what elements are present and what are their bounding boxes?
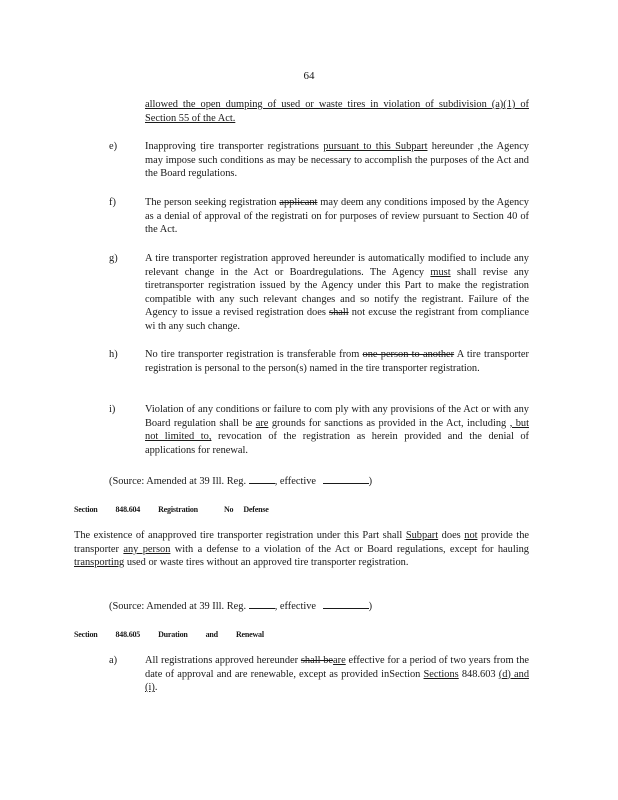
item-text [145, 252, 529, 334]
text-run: The existence of anapproved tire transporter registration under this Part shall [74, 530, 406, 541]
heading-text: and [205, 630, 218, 639]
heading-text: Section [74, 505, 98, 514]
source-text: , effective [274, 601, 317, 612]
item-label: i) [109, 404, 116, 415]
item-text [145, 348, 529, 375]
heading-text: Section [74, 630, 98, 639]
blank-line [323, 598, 369, 609]
text-run: hereunder ,the Agency may impose such conditions as may be necessary to accomplish the purposes of the Act and the Board regulations. [145, 141, 529, 180]
inserted-text: not [464, 530, 478, 541]
blank-line [249, 598, 275, 609]
item-text [145, 654, 529, 695]
source-text: , effective [274, 476, 317, 487]
text-run: 848.603 [458, 668, 499, 680]
deleted-text: shall [329, 307, 349, 319]
text-run: with a defense to a violation of the Act or Board regulations, except for hauling [170, 543, 530, 555]
inserted-text: must [430, 266, 451, 278]
text-run: provide the transporter [74, 530, 529, 555]
text-run: Violation of any conditions or failure to com ply with any provisions of the Act or with any Board regulation shall be [145, 404, 529, 429]
blank-line [323, 473, 369, 484]
inserted-text: transporting [74, 557, 125, 569]
inserted-text: (d) and (i) [145, 668, 530, 694]
heading-number: 848.605 [115, 630, 141, 639]
item-label: a) [109, 655, 118, 666]
heading-text: Duration [158, 630, 188, 639]
deleted-text: shall be [300, 655, 334, 666]
text-run: not excuse the registrant from compliance wi th any such change. [145, 307, 529, 332]
deleted-text: applicant [279, 197, 318, 208]
heading-text: Renewal [235, 630, 264, 639]
deleted-text: one person to another [362, 349, 455, 360]
item-text [145, 196, 529, 237]
page-number: 64 [303, 70, 315, 82]
text-run: All registrations approved hereunder [145, 655, 301, 666]
source-text: (Source: Amended at 39 Ill. Reg. [109, 601, 247, 612]
source-text: ) [368, 601, 373, 612]
source-note [109, 473, 372, 489]
text-run: effective for a period of two years from the date of approval and are renewable, except as provided inSection [145, 655, 529, 680]
heading-number: 848.604 [115, 505, 141, 514]
inserted-text: Subpart [405, 530, 439, 541]
text-run: may deem any conditions imposed by the Agency as a denial of approval of the registrati on for purposes of review pursuant to Section 40 of the Act. [145, 197, 529, 236]
text-run: Inapproving tire transporter registrations [145, 141, 324, 152]
heading-text: No [223, 505, 234, 514]
item-label: e) [109, 141, 118, 152]
heading-text: Registration [158, 505, 198, 514]
section-heading-604 [74, 503, 287, 517]
inserted-text: pursuant to this Subpart [323, 141, 428, 152]
blank-line [249, 473, 275, 484]
item-text [145, 140, 529, 181]
section-604-paragraph [74, 529, 529, 570]
text-run: . [154, 682, 158, 694]
item-label: h) [109, 349, 118, 360]
text-run: A tire transporter registration is personal to the person(s) named in the tire transporter registration. [145, 349, 529, 374]
inserted-text: are [333, 655, 346, 666]
item-text [145, 403, 529, 457]
item-label: g) [109, 253, 118, 264]
text-run: shall revise any tiretransporter registration issued by the Agency under this Part to make the registration compatible with any such relevant changes and so notify the registrant. Failure of the Agency to issue a revised registration does [145, 266, 529, 319]
inserted-text: any person [123, 543, 171, 555]
text-run: No tire transporter registration is transferable from [145, 349, 363, 360]
text-run: The person seeking registration [145, 197, 280, 208]
text-run: does [438, 530, 465, 541]
source-note [109, 598, 372, 614]
inserted-text: allowed the open dumping of used or waste tires in violation of subdivision (a)(1) of Section 55 of the Act. [145, 99, 529, 124]
text-run: grounds for sanctions as provided in the Act, including [268, 417, 510, 429]
section-heading-605 [74, 628, 282, 642]
heading-text: Defense [243, 505, 269, 514]
text-run: A tire transporter registration approved hereunder is automatically modified to include any relevant change in the Act or Boardregulations. The Agency [145, 253, 529, 278]
text-run: used or waste tires without an approved tire transporter registration. [124, 557, 409, 569]
inserted-text: , but not limited to, [145, 417, 530, 443]
source-text: ) [368, 476, 373, 487]
intro-continuation [145, 98, 529, 125]
inserted-text: are [255, 417, 269, 429]
item-label: f) [109, 197, 116, 208]
source-text: (Source: Amended at 39 Ill. Reg. [109, 476, 247, 487]
inserted-text: Sections [423, 668, 459, 680]
text-run: revocation of the registration as herein provided and the denial of applications for renewal. [145, 431, 530, 456]
